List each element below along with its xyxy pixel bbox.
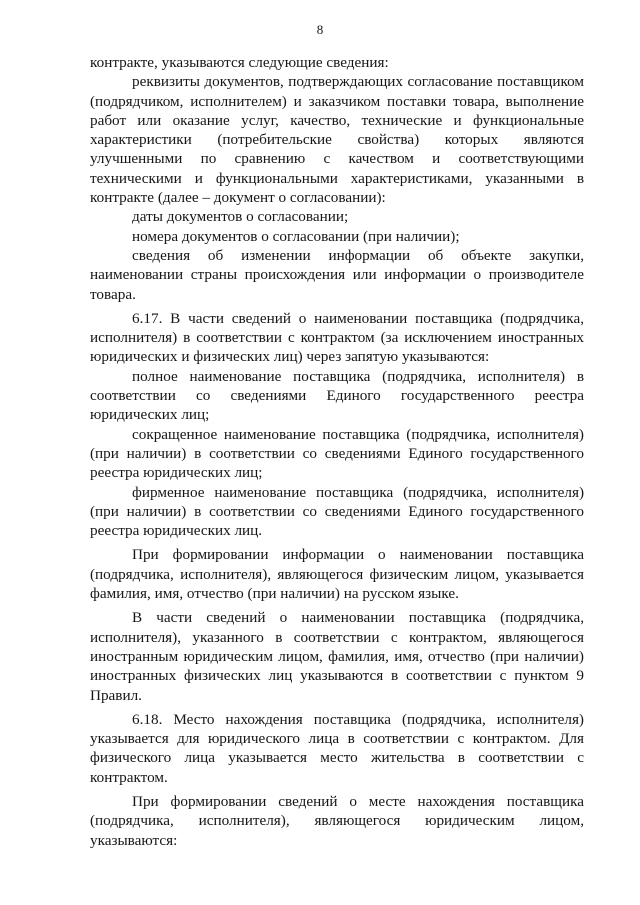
paragraph: сокращенное наименование поставщика (подрядчика, исполнителя) (при наличии) в соответствии со сведениями Единого государственного реестра юридических лиц; — [90, 425, 584, 482]
paragraph: фирменное наименование поставщика (подрядчика, исполнителя) (при наличии) в соответствии со сведениями Единого государственного реестра юридических лиц. — [90, 483, 584, 540]
paragraph: При формировании сведений о месте нахождения поставщика (подрядчика, исполнителя), являющегося юридическим лицом, указываются: — [90, 792, 584, 849]
document-body — [90, 53, 584, 850]
paragraph: При формировании информации о наименовании поставщика (подрядчика, исполнителя), являющегося физическим лицом, указывается фамилия, имя, отчество (при наличии) на русском языке. — [90, 546, 584, 603]
paragraph: 6.17. В части сведений о наименовании поставщика (подрядчика, исполнителя) в соответствии с контрактом (за исключением иностранных юридических и физических лиц) через запятую указываются: — [90, 309, 584, 366]
page-number: 8 — [316, 22, 324, 37]
paragraph: 6.18. Место нахождения поставщика (подрядчика, исполнителя) указывается для юридического лица в соответствии с контрактом. Для физического лица указывается место жительства в соответствии с контрактом. — [90, 710, 584, 786]
paragraph: контракте, указываются следующие сведения: — [90, 54, 389, 71]
paragraph: полное наименование поставщика (подрядчика, исполнителя) в соответствии со сведениями Единого государственного реестра юридических лиц; — [90, 367, 584, 424]
paragraph: В части сведений о наименовании поставщика (подрядчика, исполнителя), указанного в соответствии с контрактом, являющегося иностранным юридическим лицом, фамилия, имя, отчество (при наличии) иностранных физических лиц указываются в соответствии с пунктом 9 Правил. — [90, 609, 584, 704]
paragraph: даты документов о согласовании; — [132, 208, 349, 226]
paragraph: сведения об изменении информации об объекте закупки, наименовании страны происхождения или информации о производителе товара. — [90, 246, 584, 303]
paragraph: реквизиты документов, подтверждающих согласование поставщиком (подрядчиком, исполнителем) и заказчиком поставки товара, выполнение работ или оказание услуг, качество, технические и функциональные характеристики (потребительские свойства) которых являются улучшенными по сравнению с качеством и соответствующими техническими и функциональными характеристиками, указанными в контракте (далее – документ о согласовании): — [90, 73, 584, 207]
paragraph: номера документов о согласовании (при наличии); — [132, 227, 460, 245]
